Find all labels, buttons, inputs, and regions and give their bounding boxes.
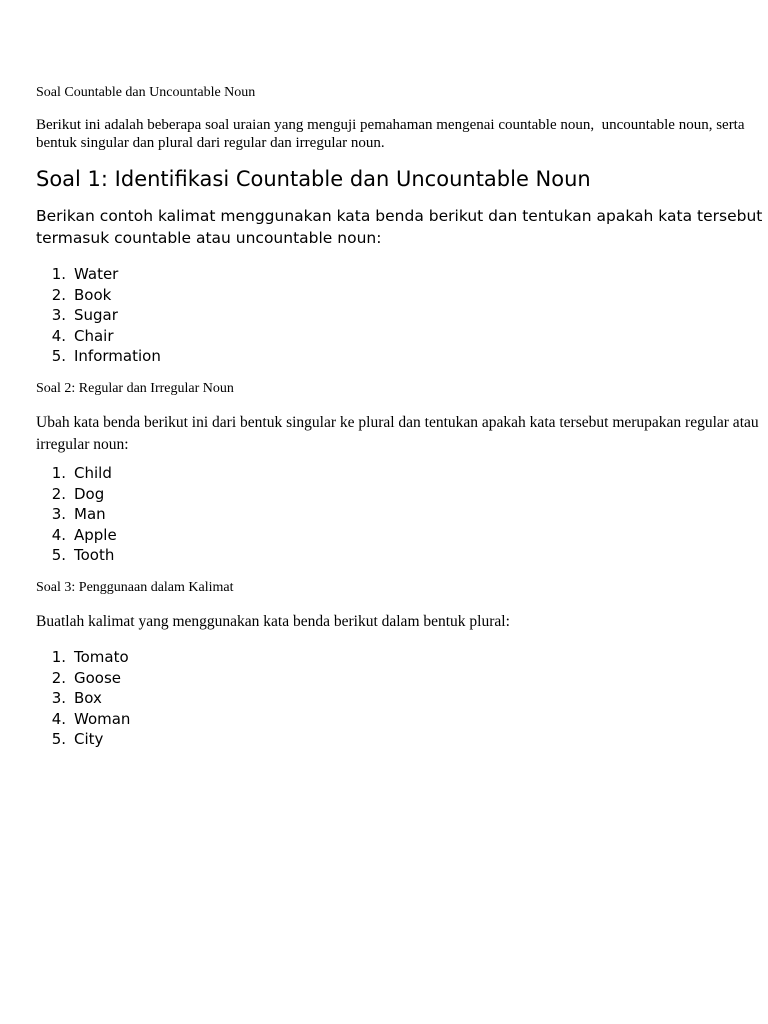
list-item-label: City <box>74 730 104 749</box>
list-item <box>36 668 766 689</box>
list-item-label: Book <box>74 285 112 304</box>
list-item-label: Water <box>74 265 119 283</box>
list-item-number: 3. <box>51 505 66 524</box>
section-1-heading: Soal 1: Identifikasi Countable dan Uncountable Noun <box>36 167 591 191</box>
list-item-label: Goose <box>74 668 122 687</box>
list-item-label: Tooth <box>74 546 115 565</box>
list-item-number: 1. <box>51 265 66 283</box>
list-item-number: 5. <box>51 546 66 565</box>
list-item-label: Dog <box>74 484 105 503</box>
list-item <box>36 688 766 709</box>
list-item-label: Apple <box>74 525 117 544</box>
list-item <box>36 484 766 505</box>
list-item-label: Information <box>74 347 161 366</box>
list-item <box>36 709 766 730</box>
section-1-list <box>36 264 766 367</box>
list-item <box>36 264 766 285</box>
list-item <box>36 729 766 750</box>
section-2-list <box>36 463 766 566</box>
list-item-number: 5. <box>51 730 66 749</box>
list-item-number: 2. <box>51 668 66 687</box>
list-item <box>36 504 766 525</box>
list-item-label: Tomato <box>74 647 129 666</box>
list-item-number: 3. <box>51 689 66 708</box>
section-2-instruction: Ubah kata benda berikut ini dari bentuk singular ke plural dan tentukan apakah kata tersebut merupakan regular atau irregular noun: <box>36 413 759 453</box>
list-item-number: 1. <box>51 463 66 482</box>
list-item-label: Child <box>74 463 112 482</box>
intro-paragraph: Berikut ini adalah beberapa soal uraian yang menguji pemahaman mengenai countable noun, uncountable noun, serta bentuk singular dan plural dari regular dan irregular noun. <box>36 117 749 151</box>
list-item-number: 2. <box>51 285 66 304</box>
list-item <box>36 545 766 566</box>
list-item <box>36 346 766 367</box>
list-item <box>36 285 766 306</box>
list-item-number: 4. <box>51 525 66 544</box>
list-item <box>36 525 766 546</box>
list-item <box>36 326 766 347</box>
list-item-number: 4. <box>51 709 66 728</box>
list-item-number: 2. <box>51 484 66 503</box>
list-item-number: 4. <box>51 326 66 345</box>
section-3-heading: Soal 3: Penggunaan dalam Kalimat <box>36 579 234 595</box>
list-item-label: Chair <box>74 326 114 345</box>
list-item-label: Box <box>74 689 102 708</box>
list-item-label: Sugar <box>74 306 118 325</box>
list-item-label: Man <box>74 505 106 524</box>
list-item-number: 1. <box>51 647 66 666</box>
section-1-instruction: Berikan contoh kalimat menggunakan kata benda berikut dan tentukan apakah kata tersebut termasuk countable atau uncountable noun: <box>36 207 763 247</box>
section-3-list <box>36 647 766 750</box>
list-item <box>36 647 766 668</box>
section-3-instruction: Buatlah kalimat yang menggunakan kata benda berikut dalam bentuk plural: <box>36 612 510 630</box>
list-item-number: 3. <box>51 306 66 325</box>
list-item <box>36 305 766 326</box>
list-item-label: Woman <box>74 709 131 728</box>
document-title: Soal Countable dan Uncountable Noun <box>36 85 256 100</box>
list-item <box>36 463 766 484</box>
section-2-heading: Soal 2: Regular dan Irregular Noun <box>36 380 234 396</box>
list-item-number: 5. <box>51 347 66 366</box>
document-page <box>36 84 766 750</box>
